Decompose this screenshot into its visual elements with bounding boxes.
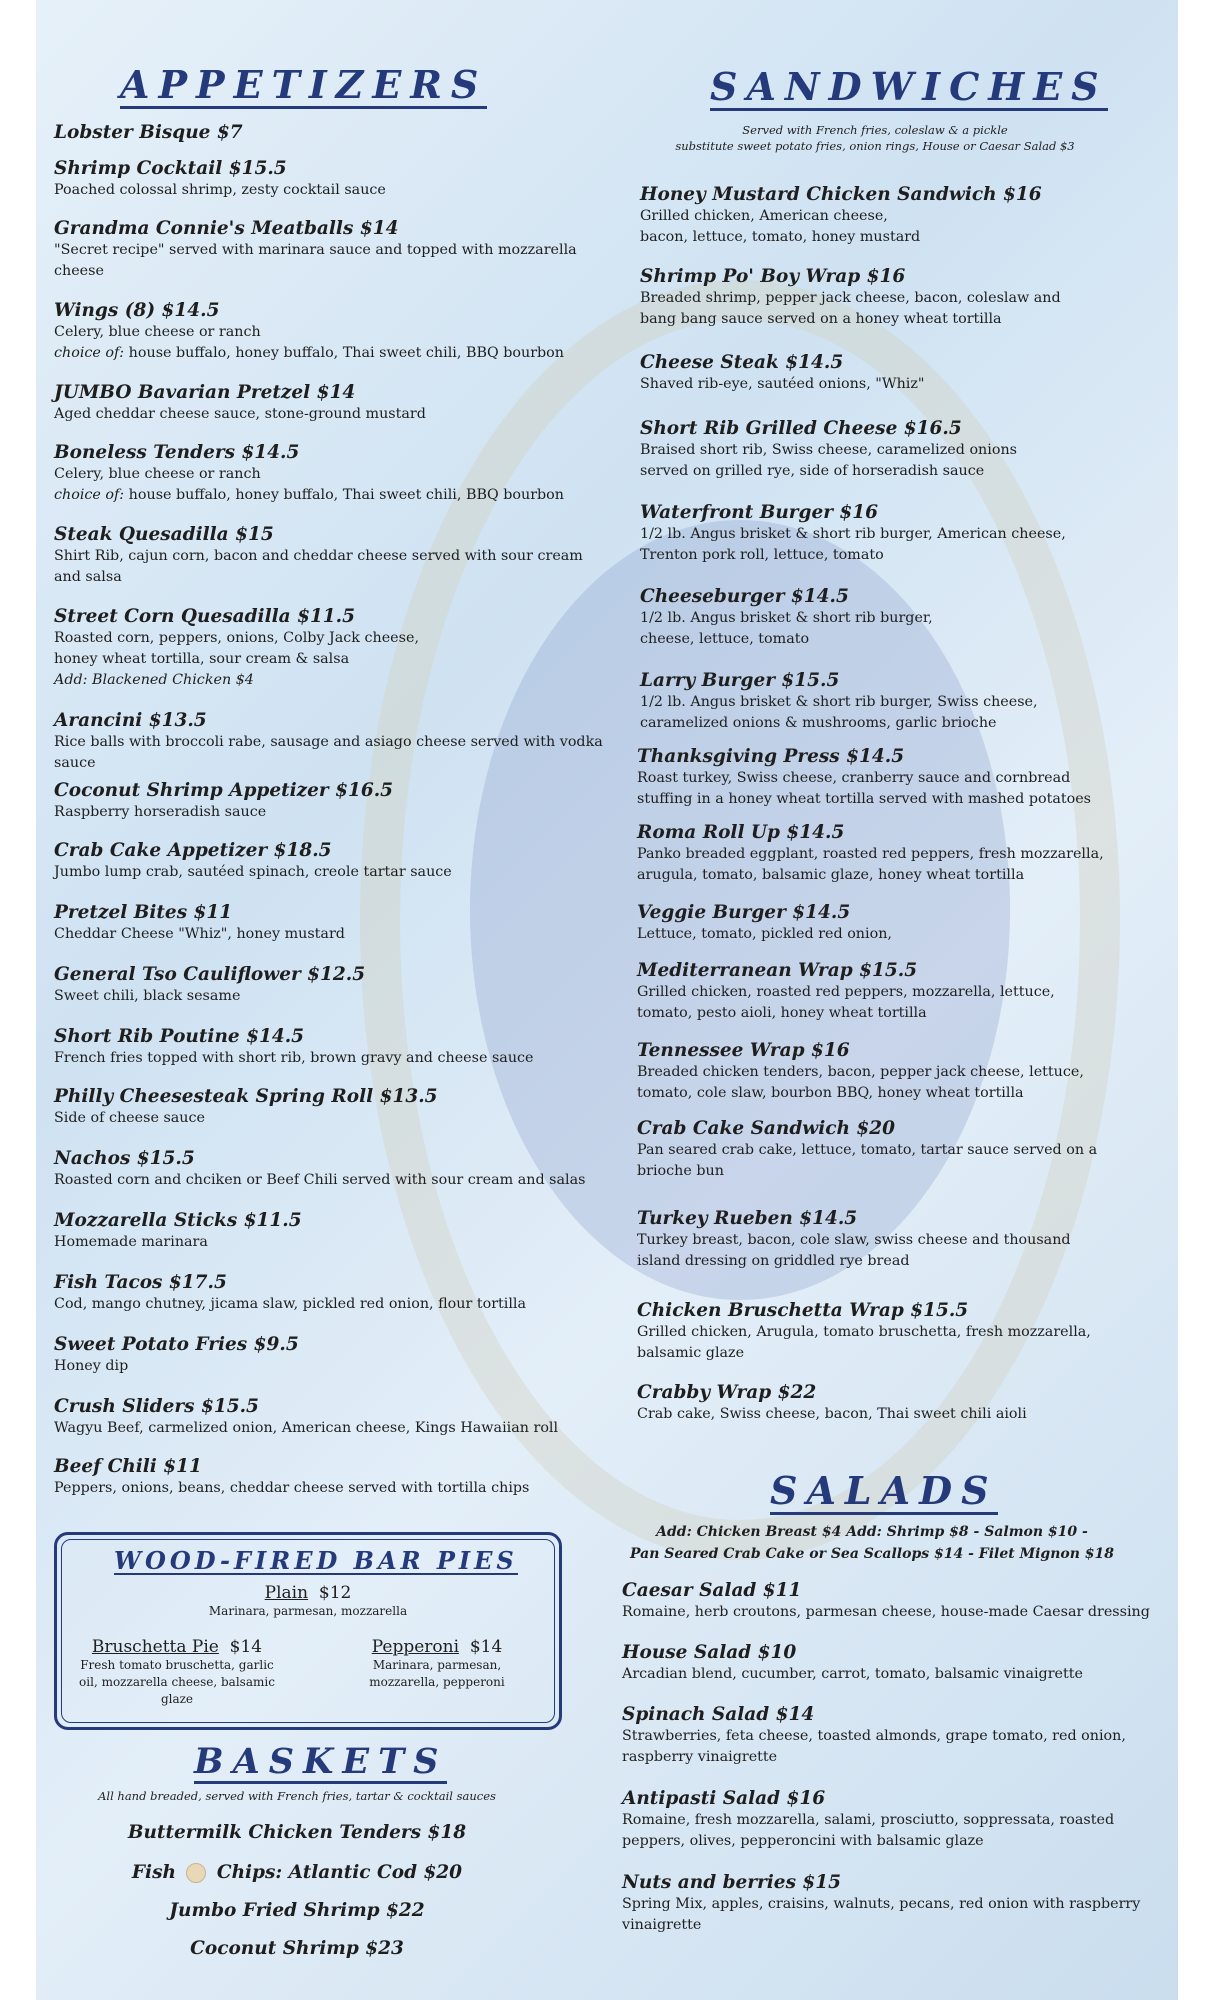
menu-item [54,1086,614,1129]
pie-pepperoni [352,1637,522,1691]
menu-item [54,1334,614,1377]
menu-item [640,670,1060,734]
item-description: French fries topped with short rib, brown gravy and cheese sauce [54,1050,534,1066]
item-description: Crab cake, Swiss cheese, bacon, Thai sweet chili aioli [637,1406,1027,1422]
salads-addons: Add: Chicken Breast $4 Add: Shrimp $8 - Salmon $10 - [656,1524,1088,1540]
item-description: Grilled chicken, roasted red peppers, mozzarella, lettuce, tomato, pesto aioli, honey wheat tortilla [637,984,1055,1021]
menu-item [54,710,614,774]
item-title: Caesar Salad $11 [622,1580,802,1601]
item-title: Cheese Steak $14.5 [640,352,844,373]
item-description: Arcadian blend, cucumber, carrot, tomato, balsamic vinaigrette [622,1666,1083,1682]
item-description: Grilled chicken, American cheese, bacon, lettuce, tomato, honey mustard [640,208,921,245]
item-addon: Add: Blackened Chicken $4 [54,672,254,688]
item-title: Roma Roll Up $14.5 [637,822,845,843]
item-description: 1/2 lb. Angus brisket & short rib burger, American cheese, Trenton pork roll, lettuce, tomato [640,526,1066,563]
menu-item [54,1456,614,1499]
item-description: Breaded shrimp, pepper jack cheese, bacon, coleslaw and bang bang sauce served on a honey wheat tortilla [640,290,1061,327]
menu-item [622,1704,1142,1768]
bar-pies-heading: WOOD-FIRED BAR PIES [114,1546,518,1575]
item-title: Shrimp Cocktail $15.5 [54,158,287,179]
menu-item [637,1208,1077,1272]
item-description: Braised short rib, Swiss cheese, caramelized onions served on grilled rye, side of horseradish sauce [640,442,1017,479]
item-title: Chicken Bruschetta Wrap $15.5 [637,1300,969,1321]
item-description: Rice balls with broccoli rabe, sausage and asiago cheese served with vodka sauce [54,734,603,771]
menu-item [640,266,1100,330]
item-title: Nachos $15.5 [54,1148,195,1169]
item-description: Pan seared crab cake, lettuce, tomato, tartar sauce served on a brioche bun [637,1142,1098,1179]
pie-bruschetta [77,1637,277,1708]
salads-heading: SALADS [770,1468,998,1513]
menu-item [622,1788,1142,1852]
item-description: 1/2 lb. Angus brisket & short rib burger, Swiss cheese, caramelized onions & mushrooms, garlic brioche [640,694,1038,731]
item-description: Shaved rib-eye, sautéed onions, "Whiz" [640,376,925,392]
item-title: Mediterranean Wrap $15.5 [637,960,918,981]
pie-description: Marinara, parmesan, mozzarella [208,1604,408,1618]
menu-item [54,158,614,201]
item-description: Grilled chicken, Arugula, tomato bruschetta, fresh mozzarella, balsamic glaze [637,1324,1091,1361]
item-description: Cod, mango chutney, jicama slaw, pickled red onion, flour tortilla [54,1296,527,1312]
menu-item [637,1118,1117,1182]
menu-item [622,1872,1142,1936]
sandwiches-note-substitute: substitute sweet potato fries, onion rings, House or Caesar Salad $3 [675,139,1075,153]
menu-item [622,1580,1162,1623]
item-title: Mozzarella Sticks $11.5 [54,1210,302,1231]
item-choices: choice of: house buffalo, honey buffalo, Thai sweet chili, BBQ bourbon [54,487,564,503]
item-title: Cheeseburger $14.5 [640,586,849,607]
item-title: Crush Sliders $15.5 [54,1396,259,1417]
item-description: Sweet chili, black sesame [54,988,241,1004]
pie-plain [57,1583,559,1620]
item-title: Larry Burger $15.5 [640,670,840,691]
item-title: Short Rib Poutine $14.5 [54,1026,305,1047]
ampersand-icon [186,1863,206,1883]
menu-item [54,524,614,588]
item-title: Crab Cake Sandwich $20 [637,1118,896,1139]
item-title: Steak Quesadilla $15 [54,524,274,545]
item-description: Breaded chicken tenders, bacon, pepper jack cheese, lettuce, tomato, cole slaw, bourbon BBQ, honey wheat tortilla [637,1064,1084,1101]
sandwiches-note: Served with French fries, coleslaw & a pickle [742,123,1008,137]
item-description: Romaine, herb croutons, parmesan cheese, house-made Caesar dressing [622,1604,1150,1620]
item-description: Strawberries, feta cheese, toasted almonds, grape tomato, red onion, raspberry vinaigrette [622,1728,1126,1765]
pie-price: $12 [318,1583,352,1603]
item-description: Shirt Rib, cajun corn, bacon and cheddar cheese served with sour cream and salsa [54,548,583,585]
item-title: Turkey Rueben $14.5 [637,1208,858,1229]
menu-item [54,606,434,691]
menu-item [54,218,614,282]
pie-price: $14 [229,1637,263,1657]
item-description: Homemade marinara [54,1234,208,1250]
item-description: Raspberry horseradish sauce [54,804,267,820]
menu-item [640,184,1042,248]
pie-price: $14 [469,1637,503,1657]
basket-item: Coconut Shrimp $23 [190,1938,404,1959]
item-description: Spring Mix, apples, craisins, walnuts, pecans, red onion with raspberry vinaigrette [622,1896,1141,1933]
item-title: Tennessee Wrap $16 [637,1040,850,1061]
item-title: General Tso Cauliflower $12.5 [54,964,366,985]
item-title: Wings (8) $14.5 [54,300,220,321]
item-description: Roasted corn, peppers, onions, Colby Jack cheese, honey wheat tortilla, sour cream & salsa [54,630,419,667]
item-title: Spinach Salad $14 [622,1704,815,1725]
menu-item [637,960,1097,1024]
item-title: Thanksgiving Press $14.5 [637,746,905,767]
salads-addons-2: Pan Seared Crab Cake or Sea Scallops $14 - Filet Mignon $18 [629,1546,1115,1562]
item-title: Beef Chili $11 [54,1456,202,1477]
pie-description: Marinara, parmesan, mozzarella, pepperoni [369,1658,505,1689]
menu-item [54,1026,614,1069]
item-title: House Salad $10 [622,1642,797,1663]
basket-item: Fish Chips: Atlantic Cod $20 [131,1862,463,1883]
menu-item [54,964,614,1007]
pie-name: Plain [264,1583,309,1603]
menu-item [637,822,1117,886]
item-title: Short Rib Grilled Cheese $16.5 [640,418,962,439]
item-description: "Secret recipe" served with marinara sauce and topped with mozzarella cheese [54,242,577,279]
item-title: Lobster Bisque $7 [54,122,243,143]
item-description: Aged cheddar cheese sauce, stone-ground mustard [54,406,426,422]
item-description: Cheddar Cheese "Whiz", honey mustard [54,926,345,942]
menu-item [637,746,1107,810]
menu-item [54,902,614,945]
menu-item [54,1148,614,1191]
item-title: JUMBO Bavarian Pretzel $14 [54,382,356,403]
item-title: Nuts and berries $15 [622,1872,842,1893]
menu-item [54,122,614,144]
item-description: Roasted corn and chciken or Beef Chili served with sour cream and salas [54,1172,586,1188]
item-title: Coconut Shrimp Appetizer $16.5 [54,780,394,801]
item-title: Sweet Potato Fries $9.5 [54,1334,299,1355]
menu-item [54,300,614,364]
menu-item [637,1040,1117,1104]
item-title: Boneless Tenders $14.5 [54,442,300,463]
menu-item [640,502,1080,566]
menu-item [622,1642,1162,1685]
item-description: Romaine, fresh mozzarella, salami, prosciutto, soppressata, roasted peppers, olives, pepperoncini with balsamic glaze [622,1812,1115,1849]
menu-item [637,1300,1117,1364]
pie-description: Fresh tomato bruschetta, garlic oil, mozzarella cheese, balsamic glaze [79,1658,275,1706]
item-title: Crabby Wrap $22 [637,1382,817,1403]
item-title: Honey Mustard Chicken Sandwich $16 [640,184,1042,205]
item-description: 1/2 lb. Angus brisket & short rib burger, cheese, lettuce, tomato [640,610,933,647]
item-title: Shrimp Po' Boy Wrap $16 [640,266,906,287]
item-description: Panko breaded eggplant, roasted red peppers, fresh mozzarella, arugula, tomato, balsamic glaze, honey wheat tortilla [637,846,1104,883]
item-description: Turkey breast, bacon, cole slaw, swiss cheese and thousand island dressing on griddled rye bread [637,1232,1071,1269]
baskets-note: All hand breaded, served with French fries, tartar & cocktail sauces [98,1789,496,1803]
item-title: Waterfront Burger $16 [640,502,879,523]
item-description: Side of cheese sauce [54,1110,205,1126]
menu-item [54,780,614,823]
menu-item [640,586,960,650]
basket-item: Buttermilk Chicken Tenders $18 [127,1822,467,1843]
item-title: Crab Cake Appetizer $18.5 [54,840,332,861]
item-title: Philly Cheesesteak Spring Roll $13.5 [54,1086,438,1107]
item-description: Wagyu Beef, carmelized onion, American cheese, Kings Hawaiian roll [54,1420,559,1436]
item-description: Celery, blue cheese or ranch [54,324,261,340]
pie-name: Pepperoni [371,1637,460,1657]
menu-item [54,840,614,883]
basket-item: Jumbo Fried Shrimp $22 [169,1900,425,1921]
menu-item [637,1382,1117,1425]
item-description: Honey dip [54,1358,129,1374]
baskets-heading: BASKETS [194,1741,448,1782]
menu-item [54,382,614,425]
item-description: Poached colossal shrimp, zesty cocktail sauce [54,182,386,198]
menu-item [54,1272,614,1315]
item-title: Fish Tacos $17.5 [54,1272,227,1293]
item-description: Celery, blue cheese or ranch [54,466,261,482]
item-description: Jumbo lump crab, sautéed spinach, creole tartar sauce [54,864,452,880]
item-title: Pretzel Bites $11 [54,902,233,923]
pie-name: Bruschetta Pie [91,1637,219,1657]
item-title: Antipasti Salad $16 [622,1788,826,1809]
item-description: Lettuce, tomato, pickled red onion, [637,926,892,942]
item-choices: choice of: house buffalo, honey buffalo, Thai sweet chili, BBQ bourbon [54,345,564,361]
sandwiches-heading: SANDWICHES [710,64,1108,109]
item-title: Veggie Burger $14.5 [637,902,851,923]
right-margin [1178,0,1214,2000]
item-title: Arancini $13.5 [54,710,207,731]
item-title: Grandma Connie's Meatballs $14 [54,218,399,239]
menu-item [54,1396,614,1439]
item-title: Street Corn Quesadilla $11.5 [54,606,355,627]
menu-item [640,352,1100,395]
menu-item [54,1210,614,1253]
appetizers-heading: APPETIZERS [120,62,488,107]
menu-item [54,442,614,506]
left-margin [0,0,36,2000]
menu-item [637,902,1117,945]
item-description: Roast turkey, Swiss cheese, cranberry sauce and cornbread stuffing in a honey wheat tortilla served with mashed potatoes [637,770,1091,807]
menu-item [640,418,1060,482]
bar-pies-box [54,1532,562,1730]
item-description: Peppers, onions, beans, cheddar cheese served with tortilla chips [54,1480,530,1496]
